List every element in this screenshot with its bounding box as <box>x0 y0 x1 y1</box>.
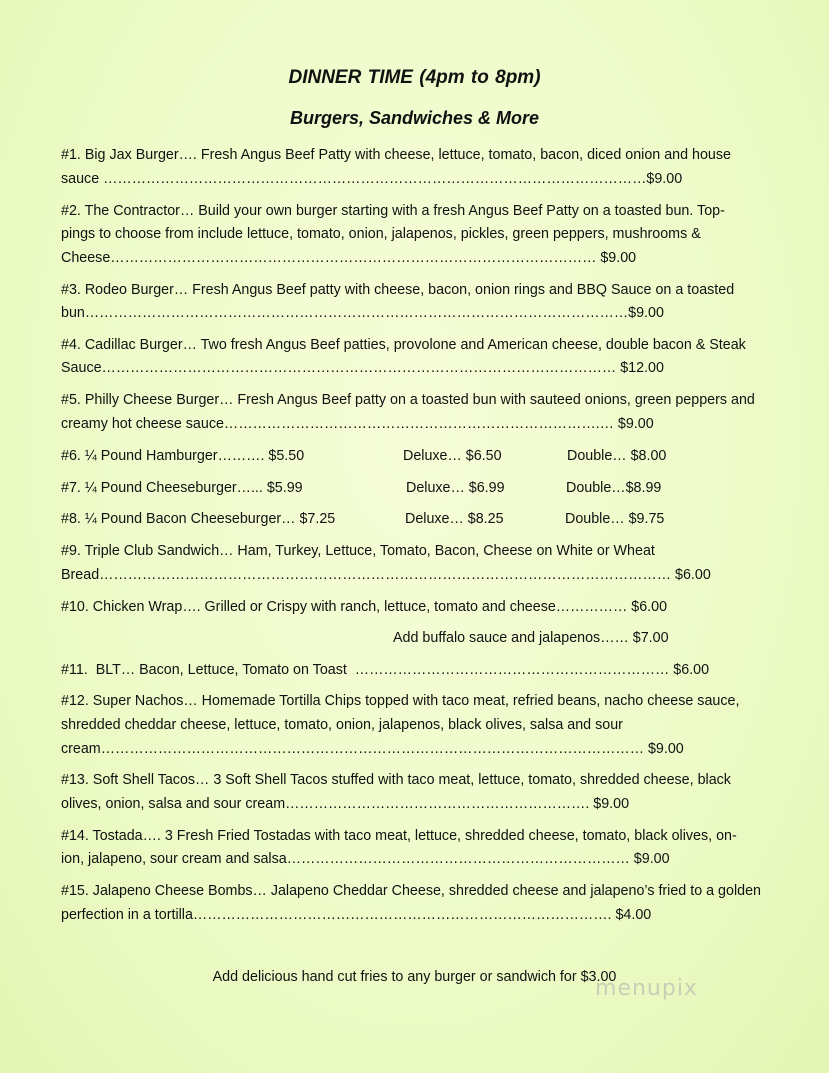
item-1-line-1: #1. Big Jax Burger…. Fresh Angus Beef Patty with cheese, lettuce, tomato, bacon, diced onion and house <box>61 147 731 163</box>
item-7-name: #7. ¼ Pound Cheeseburger…... $5.99 <box>61 480 303 496</box>
item-7-deluxe: Deluxe… $6.99 <box>406 480 505 496</box>
item-13-line-2: olives, onion, salsa and sour cream………………………………………………………. $9.00 <box>61 796 630 812</box>
item-3-line-2: bun……………………………………………………………………………………………………$9.00 <box>61 305 664 321</box>
item-4-line-1: #4. Cadillac Burger… Two fresh Angus Beef patties, provolone and American cheese, double bacon & Steak <box>61 337 746 353</box>
fries-note: Add delicious hand cut fries to any burger or sandwich for $3.00 <box>212 969 617 985</box>
item-6-name: #6. ¼ Pound Hamburger………. $5.50 <box>61 448 305 464</box>
item-10-line-1: #10. Chicken Wrap…. Grilled or Crispy with ranch, lettuce, tomato and cheese…………… $6.00 <box>61 599 668 615</box>
item-15-line-1: #15. Jalapeno Cheese Bombs… Jalapeno Cheddar Cheese, shredded cheese and jalapeno’s fried to a golden <box>61 883 761 899</box>
watermark-logo: menupix <box>595 976 698 1001</box>
item-12-line-1: #12. Super Nachos… Homemade Tortilla Chips topped with taco meat, refried beans, nacho cheese sauce, <box>61 693 740 709</box>
item-4-line-2: Sauce……………………………………………………………………………………………… $12.00 <box>61 360 664 376</box>
item-1-line-2: sauce ……………………………………………………………………………………………………$9.00 <box>61 171 683 187</box>
item-2-line-3: Cheese………………………………………………………………………………………… $9.00 <box>61 250 637 266</box>
item-12-line-2: shredded cheddar cheese, lettuce, tomato, onion, jalapenos, black olives, salsa and sour <box>61 717 623 733</box>
item-13-line-1: #13. Soft Shell Tacos… 3 Soft Shell Tacos stuffed with taco meat, lettuce, tomato, shredded cheese, black <box>61 772 731 788</box>
menu-title: DINNER TIME (4pm to 8pm) <box>288 67 541 88</box>
item-9-line-2: Bread………………………………………………………………………………………………………… $6.00 <box>61 567 711 583</box>
item-7-double: Double…$8.99 <box>566 480 662 496</box>
item-12-line-3: cream…………………………………………………………………………………………………… $9.00 <box>61 741 684 757</box>
item-9-line-1: #9. Triple Club Sandwich… Ham, Turkey, Lettuce, Tomato, Bacon, Cheese on White or Wheat <box>61 543 655 559</box>
item-5-line-2: creamy hot cheese sauce…………………………………………………………………….… $9.00 <box>61 416 654 432</box>
menu-subtitle: Burgers, Sandwiches & More <box>289 108 540 128</box>
item-14-line-2: ion, jalapeno, sour cream and salsa……………………………………………………………… $9.00 <box>61 851 670 867</box>
item-3-line-1: #3. Rodeo Burger… Fresh Angus Beef patty with cheese, bacon, onion rings and BBQ Sauce on a toasted <box>61 282 735 298</box>
item-8-deluxe: Deluxe… $8.25 <box>405 511 504 527</box>
item-11-line-1: #11. BLT… Bacon, Lettuce, Tomato on Toast ………………………………………………………… $6.00 <box>61 662 710 678</box>
item-2-line-2: pings to choose from include lettuce, tomato, onion, jalapenos, pickles, green peppers, mushrooms & <box>61 226 701 242</box>
item-14-line-1: #14. Tostada…. 3 Fresh Fried Tostadas with taco meat, lettuce, shredded cheese, tomato, black olives, on- <box>61 828 737 844</box>
item-6-deluxe: Deluxe… $6.50 <box>403 448 502 464</box>
item-8-double: Double… $9.75 <box>565 511 665 527</box>
item-15-line-2: perfection in a tortilla……………………………………………………………………………. $4.00 <box>61 907 652 923</box>
item-5-line-1: #5. Philly Cheese Burger… Fresh Angus Beef patty on a toasted bun with sauteed onions, green peppers and <box>61 392 755 408</box>
item-2-line-1: #2. The Contractor… Build your own burger starting with a fresh Angus Beef Patty on a toasted bun. Top- <box>61 203 725 219</box>
item-6-double: Double… $8.00 <box>567 448 667 464</box>
item-8-name: #8. ¼ Pound Bacon Cheeseburger… $7.25 <box>61 511 336 527</box>
item-10-addon: Add buffalo sauce and jalapenos…… $7.00 <box>393 630 669 646</box>
